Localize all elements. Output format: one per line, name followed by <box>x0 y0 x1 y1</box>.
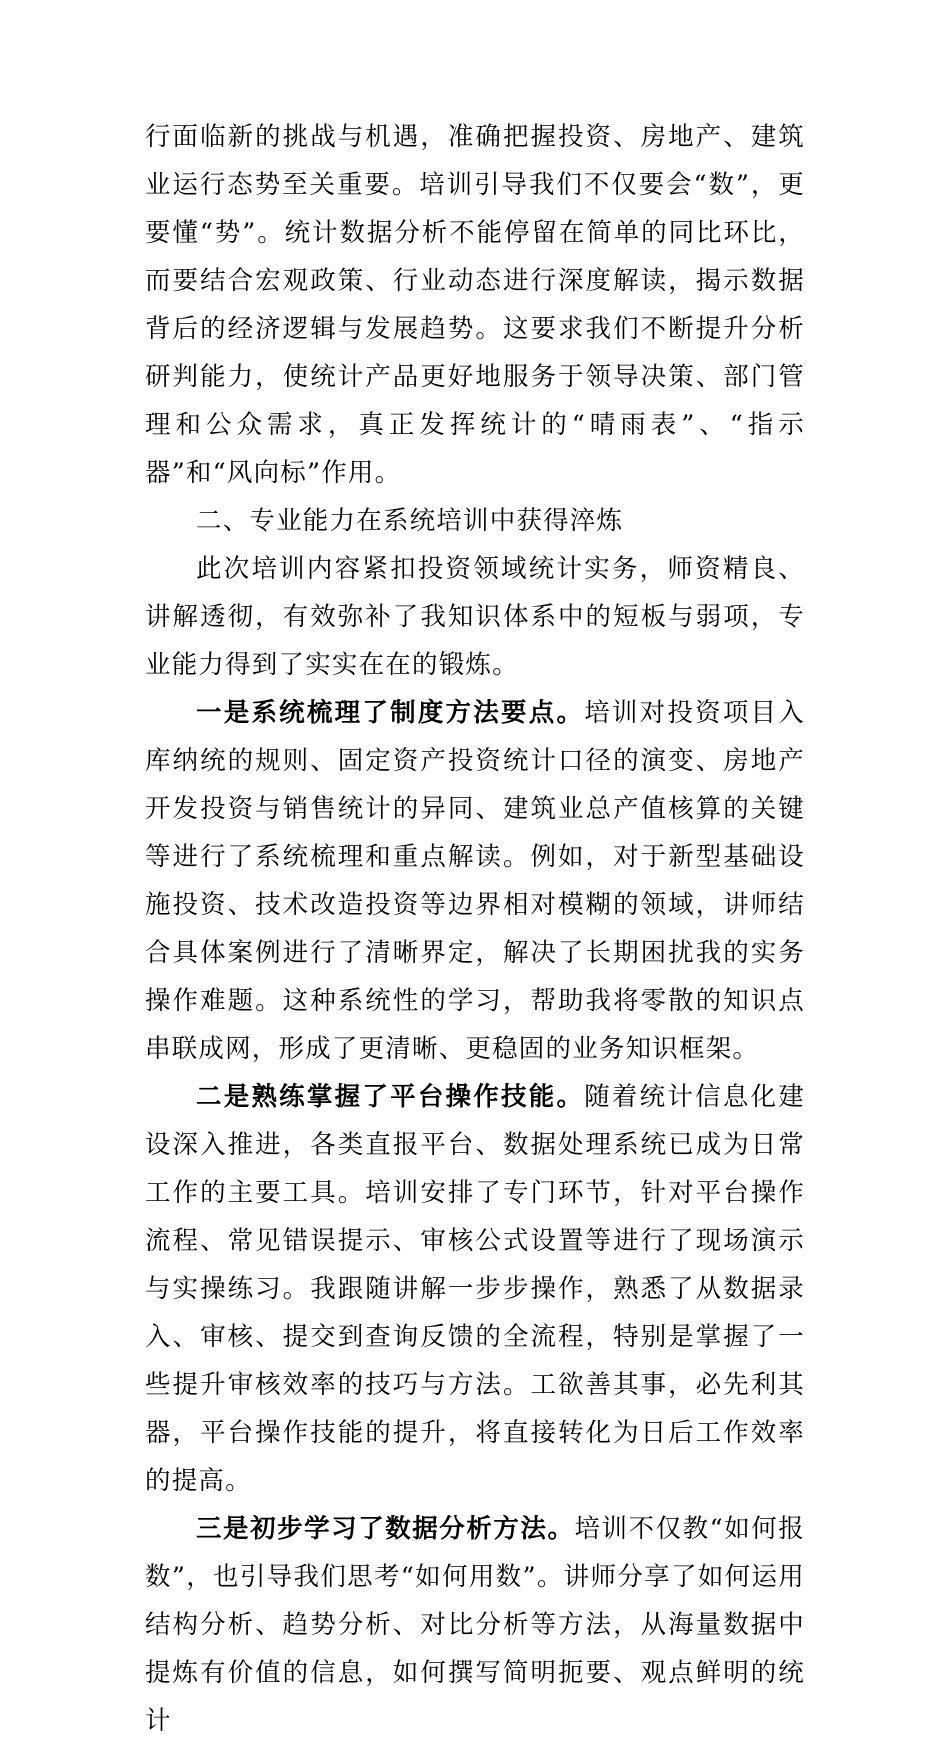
intro-paragraph-text: 此次培训内容紧扣投资领域统计实务，师资精良、讲解透彻，有效弥补了我知识体系中的短板与弱项，专业能力得到了实实在在的锻炼。 <box>145 554 805 680</box>
continued-paragraph-text: 行面临新的挑战与机遇，准确把握投资、房地产、建筑业运行态势至关重要。培训引导我们不仅要会“数”，更要懂“势”。统计数据分析不能停留在简单的同比环比，而要结合宏观政策、行业动态进行深度解读，揭示数据背后的经济逻辑与发展趋势。这要求我们不断提升分析研判能力，使统计产品更好地服务于领导决策、部门管理和公众需求，真正发挥统计的“晴雨表”、“指示器”和“风向标”作用。 <box>145 122 805 488</box>
point-3-lead: 三是初步学习了数据分析方法。 <box>196 1514 575 1544</box>
section-heading <box>145 497 805 545</box>
intro-paragraph <box>145 545 805 689</box>
continued-paragraph <box>145 113 805 497</box>
point-paragraph-2 <box>145 1073 805 1505</box>
point-3-text: 培训不仅教“如何报数”，也引导我们思考“如何用数”。讲师分享了如何运用结构分析、趋势分析、对比分析等方法，从海量数据中提炼有价值的信息，如何撰写简明扼要、观点鲜明的统计 <box>145 1514 805 1736</box>
point-2-text: 随着统计信息化建设深入推进，各类直报平台、数据处理系统已成为日常工作的主要工具。培训安排了专门环节，针对平台操作流程、常见错误提示、审核公式设置等进行了现场演示与实操练习。我跟随讲解一步步操作，熟悉了从数据录入、审核、提交到查询反馈的全流程，特别是掌握了一些提升审核效率的技巧与方法。工欲善其事，必先利其器，平台操作技能的提升，将直接转化为日后工作效率的提高。 <box>145 1082 805 1496</box>
point-1-lead: 一是系统梳理了制度方法要点。 <box>196 698 585 728</box>
document-body <box>145 113 805 1745</box>
section-heading-text: 二、专业能力在系统培训中获得淬炼 <box>196 506 624 536</box>
point-paragraph-1 <box>145 689 805 1073</box>
point-paragraph-3 <box>145 1505 805 1745</box>
point-2-lead: 二是熟练掌握了平台操作技能。 <box>196 1082 585 1112</box>
point-1-text: 培训对投资项目入库纳统的规则、固定资产投资统计口径的演变、房地产开发投资与销售统计的异同、建筑业总产值核算的关键等进行了系统梳理和重点解读。例如，对于新型基础设施投资、技术改造投资等边界相对模糊的领域，讲师结合具体案例进行了清晰界定，解决了长期困扰我的实务操作难题。这种系统性的学习，帮助我将零散的知识点串联成网，形成了更清晰、更稳固的业务知识框架。 <box>145 698 805 1064</box>
